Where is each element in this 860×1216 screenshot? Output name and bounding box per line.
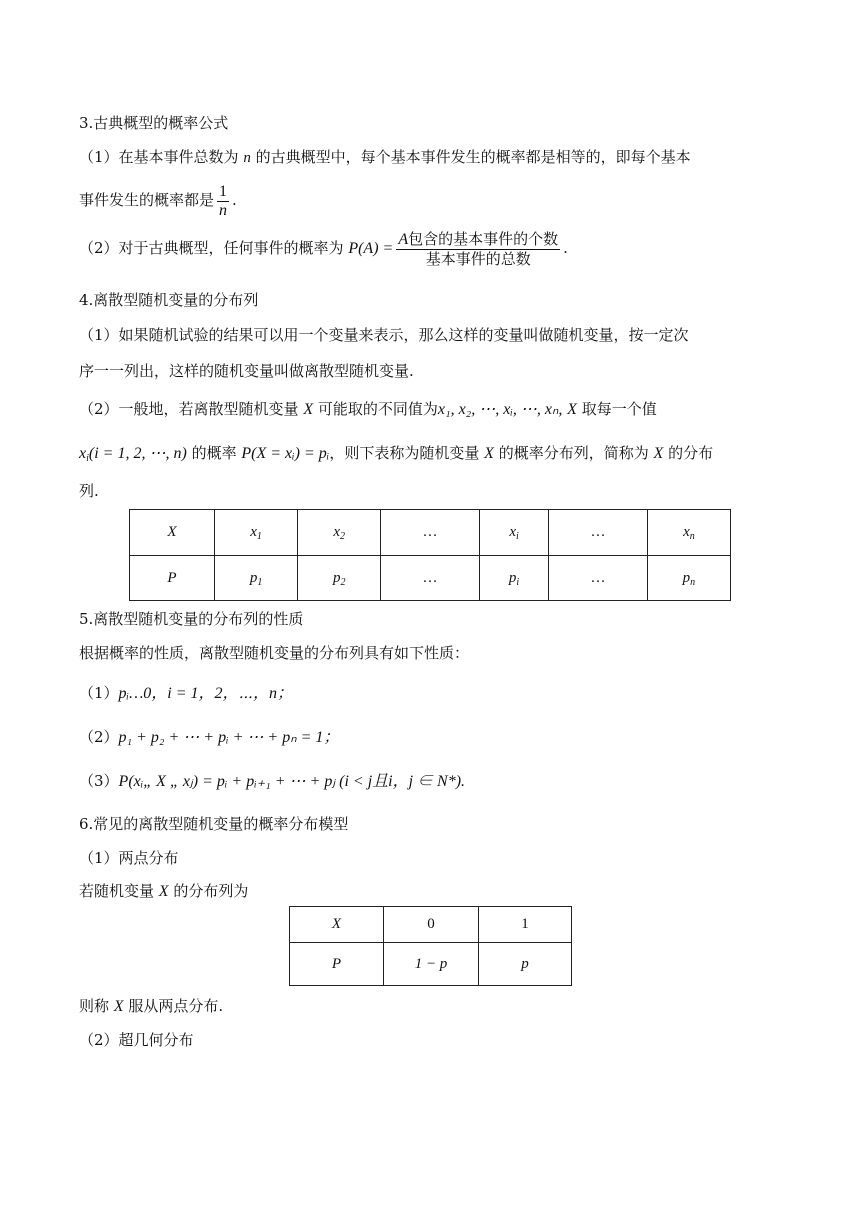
table-cell: $x_n$ (647, 510, 730, 556)
table-cell: P (290, 943, 384, 986)
var-A: A (398, 231, 409, 248)
section-3-heading: 3.古典概型的概率公式 (79, 114, 229, 132)
distribution-table (129, 509, 731, 601)
s6-intro (79, 881, 248, 902)
table-cell: X (130, 510, 215, 556)
var-X: X (484, 445, 494, 462)
s6-conclusion (79, 996, 223, 1017)
table-cell: $x_1$ (215, 510, 298, 556)
prop-formula: P(xᵢ„ X „ xⱼ) = pᵢ + pᵢ₊₁ + ⋯ + pⱼ (i < j且i，j ∈ N*). (118, 773, 466, 790)
text-run: 则称 (79, 997, 110, 1015)
table-cell: 1 − p (384, 943, 479, 986)
prop-label: （2） (79, 728, 119, 746)
var-X: X (567, 401, 577, 418)
text-run: 的分布列为 (173, 882, 249, 900)
frac-numerator: 包含的基本事件的个数 (408, 230, 559, 248)
text-run: 的概率 (191, 444, 237, 462)
table-cell: … (549, 556, 648, 601)
var-X: X (303, 401, 314, 418)
prop-label: （1） (79, 684, 119, 702)
text-run: ，则下表称为随机变量 (329, 444, 480, 462)
table-cell: … (381, 556, 480, 601)
frac-numerator: 1 (219, 182, 228, 200)
prop-formula: pᵢ…0，i = 1，2，⋯，n； (118, 685, 293, 702)
section-6-heading: 6.常见的离散型随机变量的概率分布模型 (79, 815, 349, 833)
formula-PA: P(A) = (348, 240, 394, 257)
text-run: 若随机变量 (79, 882, 155, 900)
table-cell: 0 (384, 907, 479, 943)
table-row-x (130, 510, 731, 556)
table-cell: X (290, 907, 384, 943)
text-run: 的分布 (668, 444, 714, 462)
s4-paragraph-1-line-2: 序一一列出，这样的随机变量叫做离散型随机变量. (79, 362, 414, 380)
s5-property-2 (79, 727, 339, 748)
table-cell: $p_2$ (298, 556, 381, 601)
table-cell: $x_2$ (298, 510, 381, 556)
s4-paragraph-2-line-3: 列. (79, 482, 99, 500)
text-run: （2）对于古典概型，任何事件的概率为 (79, 239, 344, 257)
text-run: 服从两点分布. (128, 997, 224, 1015)
table-cell: 1 (479, 907, 572, 943)
frac-denominator: n (219, 201, 228, 219)
table-cell: … (381, 510, 480, 556)
section-5-heading: 5.离散型随机变量的分布列的性质 (79, 610, 304, 628)
table-row-x (290, 907, 572, 943)
table-cell: P (130, 556, 215, 601)
s5-intro: 根据概率的性质，离散型随机变量的分布列具有如下性质： (79, 644, 470, 662)
s3-paragraph-1-line-1 (79, 147, 691, 168)
prop-label: （3） (79, 772, 119, 790)
text-run: （2）一般地，若离散型随机变量 (79, 400, 299, 418)
s4-paragraph-2-line-2 (79, 443, 713, 464)
table-cell: … (549, 510, 648, 556)
frac-denominator: 基本事件的总数 (425, 250, 531, 268)
s4-paragraph-1-line-1: （1）如果随机试验的结果可以用一个变量来表示，那么这样的变量叫做随机变量，按一定次 (79, 326, 689, 344)
fraction-probability (396, 230, 560, 268)
text-run: 取每一个值 (581, 400, 657, 418)
text-run: 的古典概型中，每个基本事件发生的概率都是相等的，即每个基本 (255, 148, 691, 166)
s3-paragraph-1-line-2: 事件发生的概率都是 $\frac{1}{n}$ . (79, 182, 237, 219)
var-X: X (653, 445, 664, 462)
s5-property-3 (79, 771, 465, 792)
table-row-p (290, 943, 572, 986)
text-run: 的概率分布列，简称为 (498, 444, 649, 462)
index-range: (i = 1, 2, ⋯, n) (88, 445, 187, 462)
s6-subheading-1: （1）两点分布 (79, 849, 179, 867)
s3-paragraph-2: （2）对于古典概型，任何事件的概率为 P(A) = $\frac{\text{A包含的基本事件的个数}}{\text{基本事件的总数}}$ . (79, 230, 568, 268)
fraction-1-over-n (217, 183, 229, 220)
var-n: n (243, 150, 251, 166)
values-list: x₁, x₂, ⋯, xᵢ, ⋯, xₙ, (437, 401, 563, 418)
table-cell: $x_i$ (479, 510, 548, 556)
table-cell: p (479, 943, 572, 986)
section-4-heading: 4.离散型随机变量的分布列 (79, 291, 259, 309)
text-run: 可能取的不同值为 (317, 400, 438, 418)
var-xi: $x_i$ (79, 445, 89, 464)
var-X: X (113, 998, 124, 1015)
table-row-p (130, 556, 731, 601)
table-cell: $p_i$ (479, 556, 548, 601)
s5-property-1 (79, 683, 293, 704)
text-run: （1）在基本事件总数为 (79, 148, 239, 166)
formula-pmf: P(X = xᵢ) = pᵢ (241, 445, 330, 462)
two-point-table (289, 906, 572, 986)
table-cell: $p_1$ (215, 556, 298, 601)
text-run: 事件发生的概率都是 (79, 191, 215, 209)
var-X: X (158, 883, 169, 900)
prop-formula: p₁ + p₂ + ⋯ + pᵢ + ⋯ + pₙ = 1； (118, 729, 340, 746)
s6-subheading-2: （2）超几何分布 (79, 1031, 194, 1049)
s4-paragraph-2-line-1 (79, 399, 657, 420)
table-cell: $p_n$ (647, 556, 730, 601)
